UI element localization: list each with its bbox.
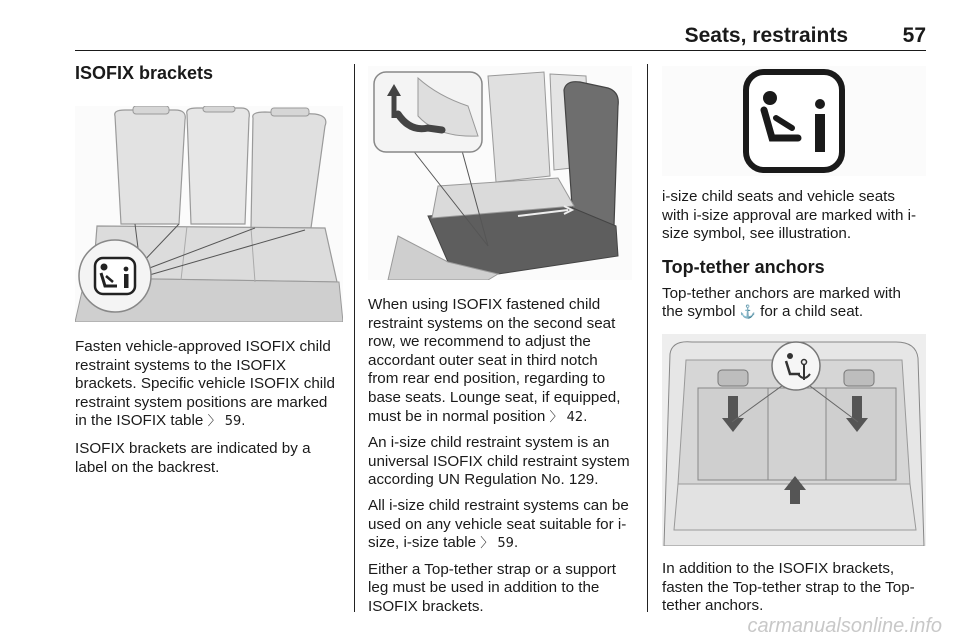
page-ref-arrow[interactable]: 〉 59. — [480, 536, 519, 552]
page-ref-arrow[interactable]: 〉 59. — [207, 414, 246, 430]
paragraph-i-size-universal: An i-size child restraint system is an universal ISOFIX child restraint system according UN Regulation No. 129. — [368, 434, 630, 489]
paragraph-top-tether-support: Either a Top-tether strap or a support leg must be used in addition to the ISOFIX brackets. — [368, 560, 616, 615]
column-1 — [75, 62, 343, 477]
column-3 — [662, 62, 926, 616]
heading-isofix-brackets: ISOFIX brackets — [75, 63, 214, 83]
column-2 — [368, 62, 632, 617]
top-tether-anchors-illustration — [662, 334, 926, 546]
paragraph-i-size-marked: i-size child seats and vehicle seats with i-size approval are marked with i-size symbol, see illustration. — [662, 188, 917, 243]
watermark: carmanualsonline.info — [747, 615, 942, 637]
page-number: 57 — [902, 24, 926, 47]
column-divider-left — [354, 64, 355, 612]
column-divider-right — [647, 64, 648, 612]
paragraph-second-row: When using ISOFIX fastened child restraint systems on the second seat row, we recommend to adjust the accordant outer seat in third notch from rear end position, regarding to base seats. Lounge seat, if equipped, must be in normal position 〉 42. — [368, 296, 621, 425]
top-tether-anchor-icon: ⚓ — [739, 304, 756, 320]
paragraph-fasten-isofix: Fasten vehicle-approved ISOFIX child restraint systems to the ISOFIX brackets. Specific vehicle ISOFIX child restraint system positions are marked in the ISOFIX table 〉 59. — [75, 338, 335, 430]
section-title: Seats, restraints — [684, 24, 848, 47]
heading-top-tether-anchors: Top-tether anchors — [662, 256, 825, 277]
paragraph-i-size-all: All i-size child restraint systems can be used on any vehicle seat suitable for i-size, i-size table 〉 59. — [368, 496, 629, 552]
page-ref-arrow[interactable]: 〉 42. — [549, 409, 588, 425]
page-header — [75, 18, 926, 51]
paragraph-top-tether-marked: Top-tether anchors are marked with the symbol ⚓ for a child seat. — [662, 284, 901, 321]
i-size-symbol-illustration — [662, 66, 926, 176]
isofix-seats-illustration — [75, 106, 343, 322]
seat-adjustment-illustration — [368, 66, 632, 280]
paragraph-isofix-label: ISOFIX brackets are indicated by a label on the backrest. — [75, 439, 311, 476]
paragraph-fasten-top-tether: In addition to the ISOFIX brackets, fasten the Top-tether strap to the Top-tether anchors. — [662, 559, 915, 615]
